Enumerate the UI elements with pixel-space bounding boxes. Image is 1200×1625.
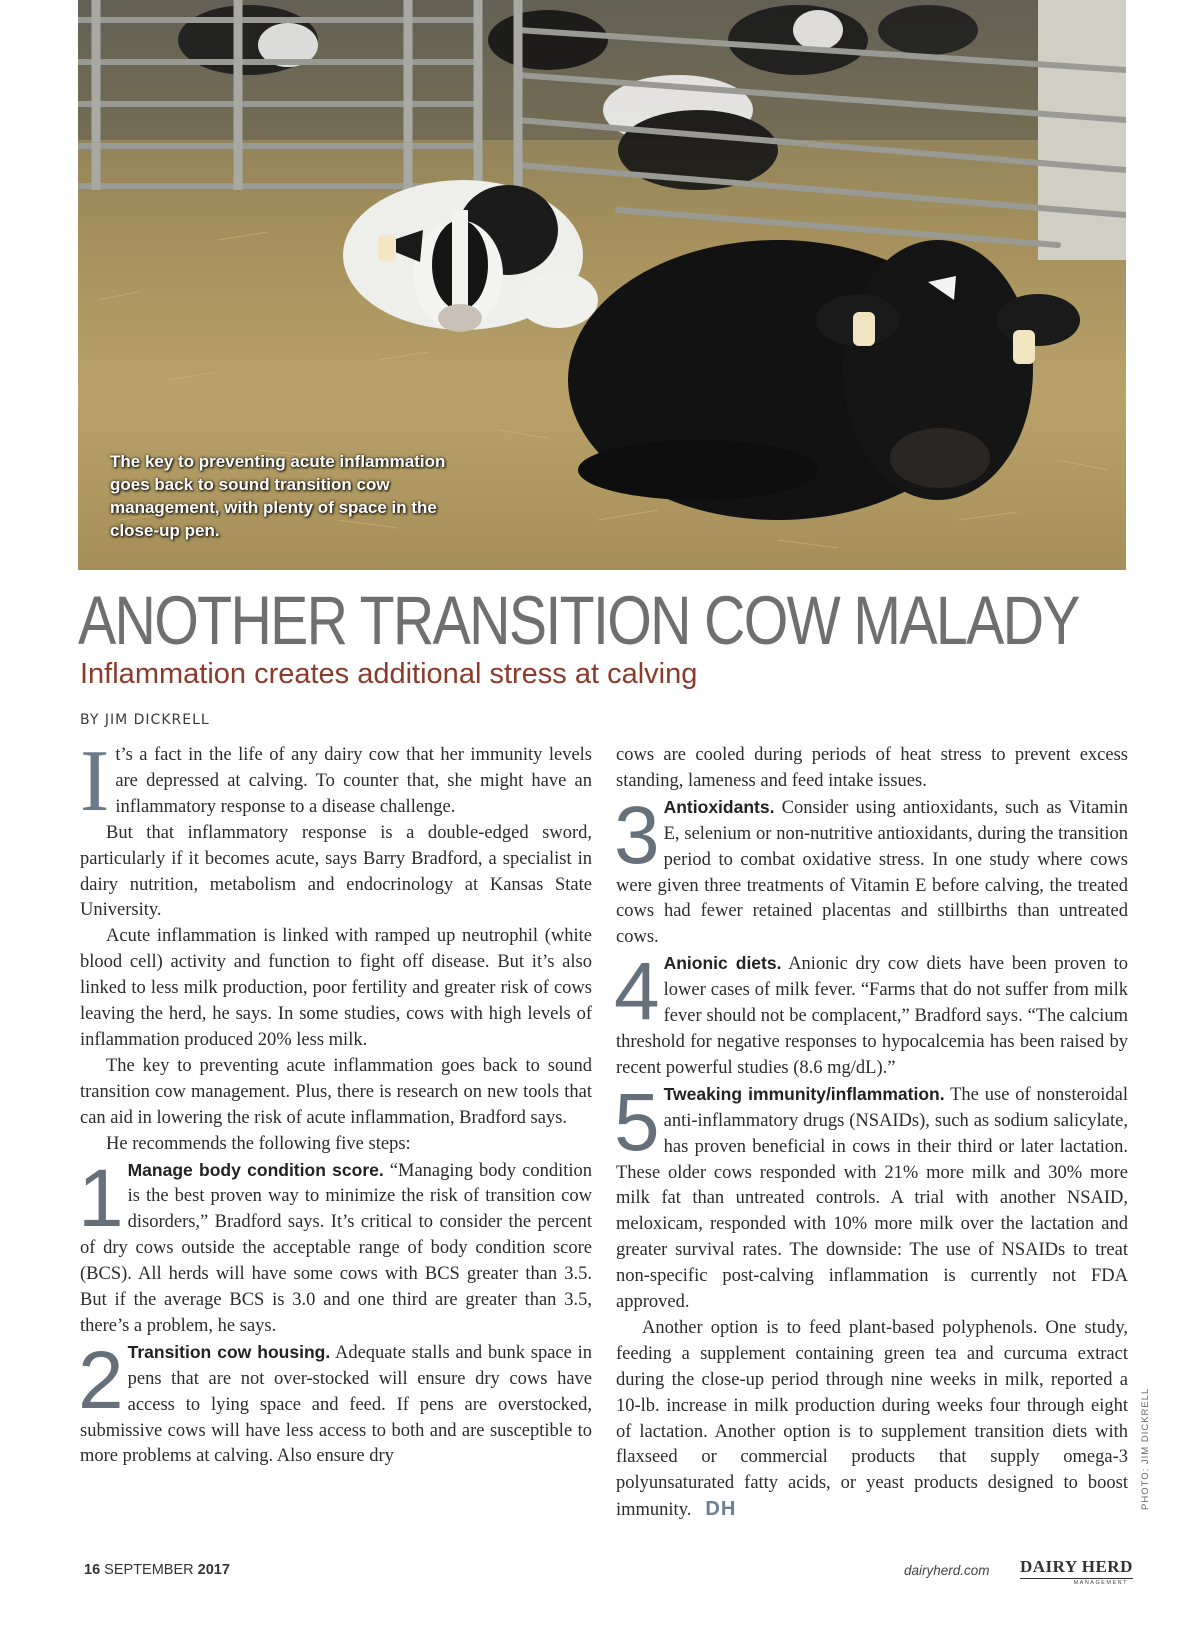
article-subhead: Inflammation creates additional stress at calving	[80, 658, 698, 690]
step-number: 1	[78, 1152, 124, 1244]
magazine-name: DAIRY HERD	[1020, 1557, 1133, 1579]
byline: BY JIM DICKRELL	[80, 712, 210, 728]
body-paragraph: He recommends the following five steps:	[106, 1133, 411, 1154]
issue-month: SEPTEMBER	[104, 1562, 194, 1578]
issue-year: 2017	[197, 1562, 230, 1578]
intro-paragraph: It’s a fact in the life of any dairy cow that her immunity levels are depressed at calving. To counter that, she might have an inflammatory response to a disease challenge.	[80, 733, 592, 830]
column-right	[616, 743, 1128, 1524]
body-paragraph: The key to preventing acute inflammation goes back to sound transition cow management. Plus, there is research on new tools that can aid in lowering the risk of acute inflammation, Bradford says.	[80, 1055, 592, 1128]
dropcap: I	[80, 733, 110, 830]
body-paragraph: But that inflammatory response is a double-edged sword, particularly if it becomes acute, says Barry Bradford, a specialist in dairy nutrition, metabolism and endocrinology at Kansas State University.	[80, 822, 592, 921]
cow-right	[568, 240, 1080, 520]
step-5: 5 Tweaking immunity/inflammation. The use of nonsteroidal anti-inflammatory drugs (NSAIDs), such as sodium salicylate, has proven beneficial in cows in their third or later lactation. These older cows responded with 21% more milk and 30% more milk fat than untreated controls. A trial with another NSAID, meloxicam, responded with 10% more milk over the lactation and greater survival rates. The downside: The use of NSAIDs to treat non-specific post-calving inflammation is currently not FDA approved.	[614, 1076, 1129, 1313]
step-number: 5	[614, 1076, 660, 1168]
step-title: Antioxidants.	[663, 796, 775, 817]
step-title: Manage body condition score.	[127, 1159, 384, 1180]
photo-credit: PHOTO: JIM DICKRELL	[1140, 1387, 1151, 1510]
folio	[84, 1562, 230, 1578]
calf-left	[343, 180, 598, 332]
hero-photo	[78, 0, 1126, 570]
article-headline: ANOTHER TRANSITION COW MALADY	[78, 582, 1079, 659]
body-paragraph: Acute inflammation is linked with ramped up neutrophil (white blood cell) activity and function to fight off disease. But it’s also linked to less milk production, poor fertility and greater risk of cows leaving the herd, he says. In some studies, cows with high levels of inflammation produced 20% less milk.	[80, 926, 592, 1050]
step-title: Transition cow housing.	[127, 1341, 331, 1362]
magazine-subtitle: MANAGEMENT	[1073, 1580, 1128, 1586]
website: dairyherd.com	[904, 1563, 990, 1578]
magazine-logo	[1020, 1557, 1133, 1586]
step-1: 1 Manage body condition score. “Managing body condition is the best proven way to minimize the risk of transition cow disorders,” Bradford says. It’s critical to consider the percent of dry cows outside the acceptable range of body condition score (BCS). All herds will have some cows with BCS greater than 3.5. But if the average BCS is 3.0 and one third are greater than 3.5, there’s a problem, he says.	[78, 1152, 592, 1336]
column-left	[78, 733, 592, 1470]
photo-caption: The key to preventing acute inflammation goes back to sound transition cow management, with plenty of space in the close-up pen.	[110, 452, 446, 540]
step-number: 2	[78, 1334, 124, 1426]
step-title: Anionic diets.	[663, 953, 782, 974]
step-4: 4 Anionic diets. Anionic dry cow diets have been proven to lower cases of milk fever. “Farms that do not suffer from milk fever should not be complacent,” Bradford says. “The calcium threshold for negative responses to hypocalcemia has been raised by recent powerful studies (8.6 mg/dL).”	[614, 946, 1129, 1078]
page-number: 16	[84, 1562, 101, 1578]
step-2: 2 Transition cow housing. Adequate stalls and bunk space in pens that are not over-stocked will ensure dry cows have access to lying space and feed. If pens are overstocked, submissive cows will have less access to both and are susceptible to more problems at calving. Also ensure dry	[78, 1334, 592, 1467]
step-title: Tweaking immunity/inflammation.	[663, 1083, 945, 1104]
end-mark: DH	[705, 1498, 737, 1521]
step-number: 3	[614, 789, 660, 881]
step-2-continued: cows are cooled during periods of heat stress to prevent excess standing, lameness and feed intake issues.	[616, 745, 1128, 791]
closing-paragraph: Another option is to feed plant-based polyphenols. One study, feeding a supplement containing green tea and curcuma extract during the close-up period through nine weeks in milk, reported a 10-lb. increase in milk production during weeks four through eight of lactation. Another option is to supplement transition diets with flaxseed or commercial products that supply omega-3 polyunsaturated fatty acids, or yeast products designed to boost immunity. DH	[616, 1317, 1128, 1521]
step-number: 4	[614, 946, 660, 1038]
step-3: 3 Antioxidants. Consider using antioxidants, such as Vitamin E, selenium or non-nutritive antioxidants, during the transition period to combat oxidative stress. In one study where cows were given three treatments of Vitamin E before calving, the treated cows had fewer retained placentas and stillbirths than untreated cows.	[614, 789, 1128, 948]
